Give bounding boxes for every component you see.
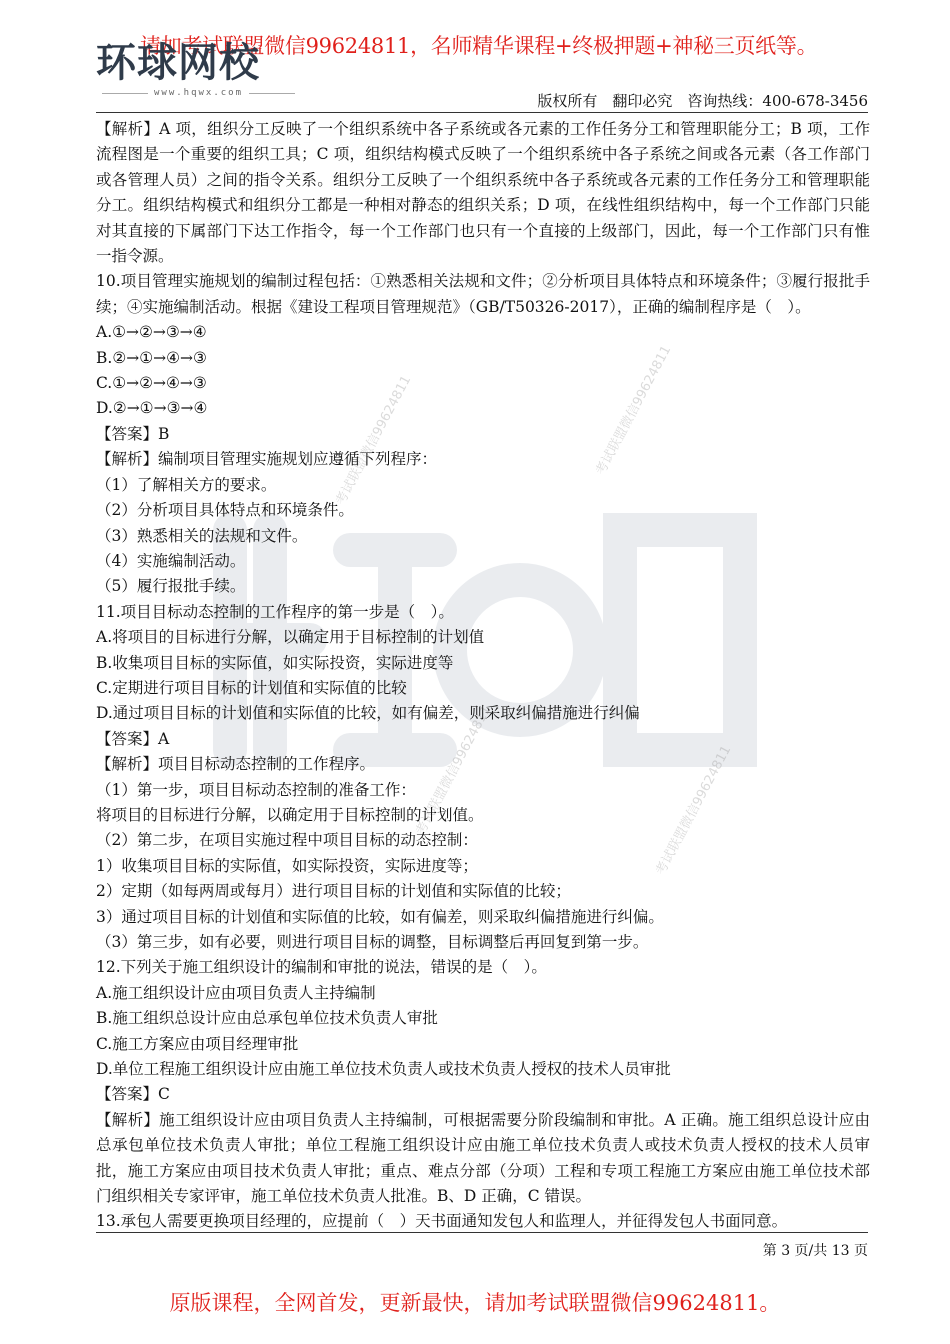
analysis-step: （4）实施编制活动。 <box>96 551 246 570</box>
logo <box>96 40 301 112</box>
answer: 【答案】A <box>96 729 170 748</box>
top-banner: 请加考试联盟微信99624811，名师精华课程+终极押题+神秘三页纸等。 <box>140 34 818 58</box>
watermark-text: 考试联盟微信99624811 <box>593 343 675 478</box>
watermark-text: 考试联盟微信99624811 <box>413 703 495 838</box>
analysis-step: （1）第一步，项目目标动态控制的准备工作： <box>96 780 416 799</box>
option-a: A.①→②→③→④ <box>96 323 207 342</box>
option-d: D.通过项目目标的计划值和实际值的比较，如有偏差，则采取纠偏措施进行纠偏 <box>96 704 640 723</box>
logo-url: www.hqwx.com <box>153 88 244 98</box>
analysis-step: （3）熟悉相关的法规和文件。 <box>96 526 308 545</box>
question-13: 13.承包人需要更换项目经理的，应提前（ ）天书面通知发包人和监理人，并征得发包人书面同意。 <box>96 1212 788 1231</box>
analysis-step: 将项目的目标进行分解，以确定用于目标控制的计划值。 <box>96 805 484 824</box>
question-11: 11.项目目标动态控制的工作程序的第一步是（ ）。 <box>96 602 454 621</box>
header-divider <box>96 112 868 113</box>
watermark-text: 考试联盟微信99624811 <box>333 373 415 508</box>
logo-text: 环球网校 <box>96 40 260 86</box>
option-b: B.施工组织总设计应由总承包单位技术负责人审批 <box>96 1009 438 1028</box>
analysis-step: 3）通过项目目标的计划值和实际值的比较，如有偏差，则采取纠偏措施进行纠偏。 <box>96 907 664 926</box>
answer: 【答案】C <box>96 1085 170 1104</box>
analysis-step: （3）第三步，如有必要，则进行项目目标的调整，目标调整后再回复到第一步。 <box>96 933 649 951</box>
analysis-heading: 【解析】编制项目管理实施规划应遵循下列程序： <box>96 450 438 469</box>
analysis-paragraph: 【解析】施工组织设计应由项目负责人主持编制，可根据需要分阶段编制和审批。A 正确。施工组织总设计应由总承包单位技术负责人审批；单位工程施工组织设计应由施工单位技术负责人或技术负责人授权的技术人员审批，施工方案应由项目技术负责人审批；重点、难点分部（分项）工程和专项工程施工方案应由施工单位技术部门组织相关专家评审，施工单位技术负责人批准。B、D 正确，C 错误。 <box>96 1110 870 1206</box>
option-c: C.①→②→④→③ <box>96 374 207 393</box>
analysis-step: 2）定期（如每两周或每月）进行项目目标的计划值和实际值的比较； <box>96 882 571 901</box>
option-a: A.将项目的目标进行分解，以确定用于目标控制的计划值 <box>96 628 485 647</box>
option-d: D.单位工程施工组织设计应由施工单位技术负责人或技术负责人授权的技术人员审批 <box>96 1060 671 1079</box>
bottom-banner: 原版课程，全网首发，更新最快，请加考试联盟微信99624811。 <box>169 1291 781 1315</box>
analysis-step: （1）了解相关方的要求。 <box>96 475 277 494</box>
option-b: B.收集项目目标的实际值，如实际投资，实际进度等 <box>96 653 454 672</box>
document-body <box>96 117 870 1235</box>
option-d: D.②→①→③→④ <box>96 399 208 418</box>
option-c: C.施工方案应由项目经理审批 <box>96 1034 299 1053</box>
option-c: C.定期进行项目目标的计划值和实际值的比较 <box>96 678 407 697</box>
footer-divider <box>96 1232 868 1233</box>
page-number: 第 3 页/共 13 页 <box>762 1243 868 1259</box>
question-12: 12.下列关于施工组织设计的编制和审批的说法，错误的是（ ）。 <box>96 958 547 977</box>
option-b: B.②→①→④→③ <box>96 348 207 367</box>
question-10: 10.项目管理实施规划的编制过程包括：①熟悉相关法规和文件；②分析项目具体特点和环境条件；③履行报批手续；④实施编制活动。根据《建设工程项目管理规范》（GB/T50326-2017），正确的编制程序是（ ）。 <box>96 272 870 316</box>
watermark-text: 考试联盟微信99624811 <box>653 743 735 878</box>
analysis-step: （5）履行报批手续。 <box>96 577 246 596</box>
answer: 【答案】B <box>96 424 170 443</box>
analysis-paragraph: 【解析】A 项，组织分工反映了一个组织系统中各子系统或各元素的工作任务分工和管理职能分工；B 项，工作流程图是一个重要的组织工具；C 项，组织结构模式反映了一个组织系统中各子系统之间或各元素（各工作部门或各管理人员）之间的指令关系。组织分工反映了一个组织系统中各子系统或各元素的工作任务分工和管理职能分工。组织结构模式和组织分工都是一种相对静态的组织关系；D 项，在线性组织结构中，每一个工作部门只能对其直接的下属部门下达工作指令，每一个工作部门也只有一个直接的上级部门，因此，每一个工作部门只有惟一指令源。 <box>96 120 870 266</box>
analysis-step: （2）分析项目具体特点和环境条件。 <box>96 501 354 520</box>
analysis-step: 1）收集项目目标的实际值，如实际投资，实际进度等； <box>96 856 478 875</box>
analysis-step: （2）第二步，在项目实施过程中项目目标的动态控制： <box>96 831 478 850</box>
header-copyright: 版权所有 翻印必究 咨询热线：400-678-3456 <box>537 92 868 110</box>
analysis-heading: 【解析】项目目标动态控制的工作程序。 <box>96 755 376 774</box>
option-a: A.施工组织设计应由项目负责人主持编制 <box>96 983 376 1002</box>
